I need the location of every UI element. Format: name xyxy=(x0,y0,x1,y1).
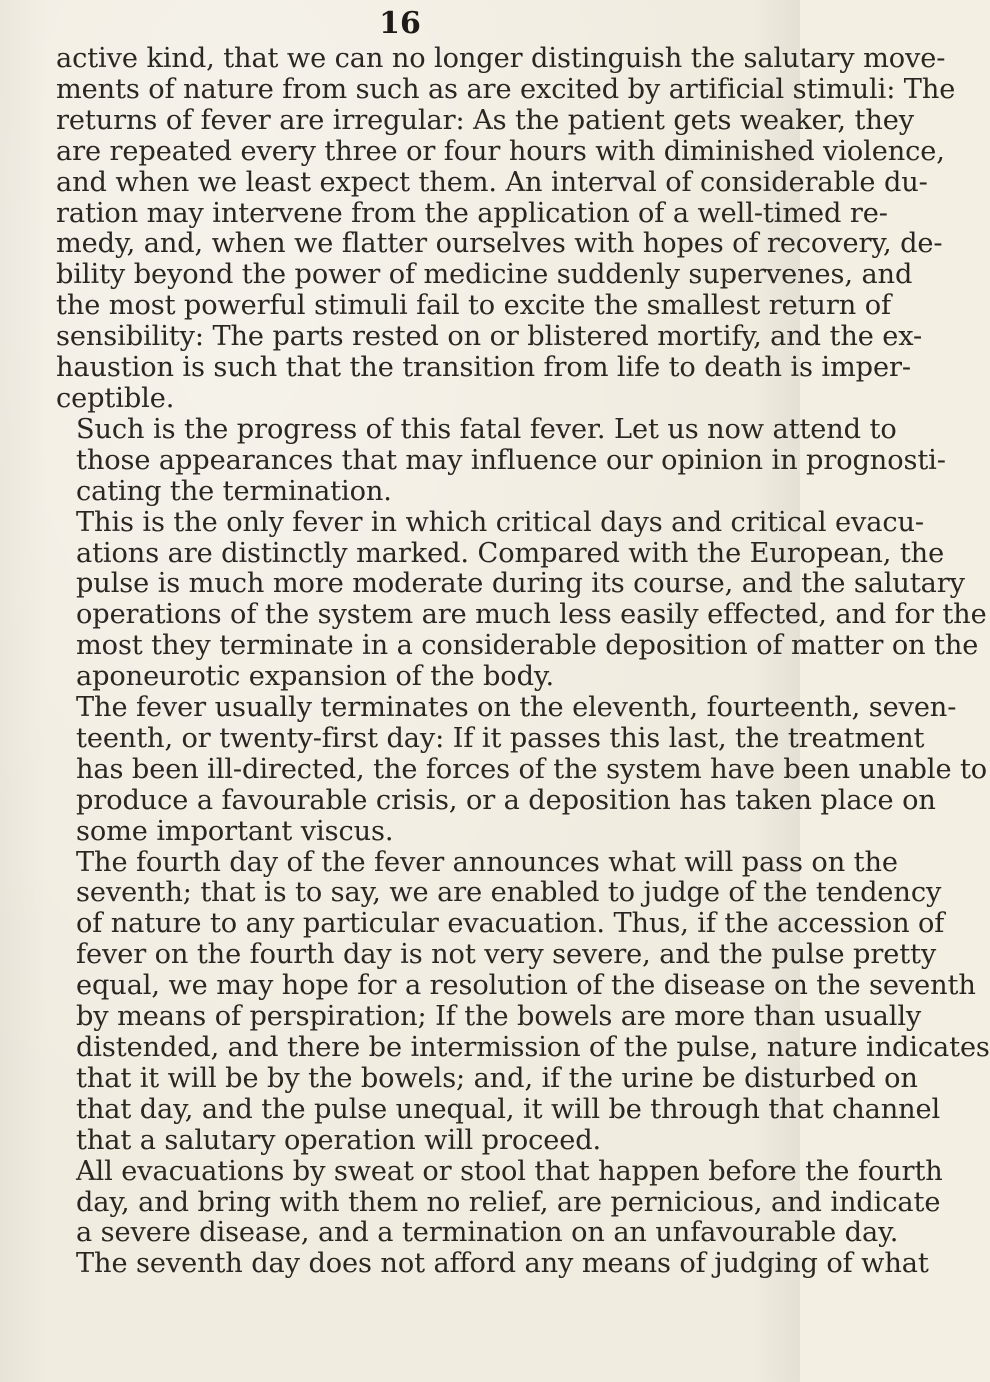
text-line: fever on the fourth day is not very severe, and the pulse pretty xyxy=(76,939,937,971)
text-line: ceptible. xyxy=(56,382,175,414)
text-body xyxy=(56,43,990,1280)
text-line: that day, and the pulse unequal, it will be through that channel xyxy=(76,1093,941,1125)
paragraph xyxy=(56,846,990,1157)
paragraph xyxy=(56,413,946,508)
text-line: of nature to any particular evacuation. Thus, if the accession of xyxy=(76,908,945,940)
text-line: ration may intervene from the application of a well-timed re- xyxy=(56,197,888,229)
page-number: 16 xyxy=(379,6,421,41)
text-line: has been ill-directed, the forces of the system have been unable to xyxy=(76,753,988,785)
text-line: returns of fever are irregular: As the patient gets weaker, they xyxy=(56,104,914,136)
text-line: that it will be by the bowels; and, if the urine be disturbed on xyxy=(76,1062,918,1094)
text-line: are repeated every three or four hours with diminished violence, xyxy=(56,135,945,167)
text-line: day, and bring with them no relief, are pernicious, and indicate xyxy=(76,1186,941,1218)
text-line: ations are distinctly marked. Compared with the European, the xyxy=(76,537,945,569)
text-line: medy, and, when we flatter ourselves with hopes of recovery, de- xyxy=(56,228,943,260)
text-line: the most powerful stimuli fail to excite the smallest return of xyxy=(56,290,891,322)
text-line: and when we least expect them. An interval of considerable du- xyxy=(56,166,928,198)
text-line: cating the termination. xyxy=(76,475,392,507)
text-line: distended, and there be intermission of the pulse, nature indicates xyxy=(76,1032,990,1063)
text-line: All evacuations by sweat or stool that happen before the fourth xyxy=(76,1155,943,1187)
text-line: a severe disease, and a termination on an unfavourable day. xyxy=(76,1217,899,1249)
text-line: by means of perspiration; If the bowels are more than usually xyxy=(76,1001,922,1033)
paragraph xyxy=(56,1155,943,1250)
text-line: The fourth day of the fever announces what will pass on the xyxy=(76,846,898,878)
text-line: teenth, or twenty-first day: If it passes this last, the treatment xyxy=(76,722,925,754)
text-line: bility beyond the power of medicine suddenly supervenes, and xyxy=(56,259,913,291)
paragraph xyxy=(56,1248,929,1280)
text-line: that a salutary operation will proceed. xyxy=(76,1124,602,1156)
text-line: sensibility: The parts rested on or blistered mortify, and the ex- xyxy=(56,321,923,353)
text-line: some important viscus. xyxy=(76,815,394,847)
text-line: active kind, that we can no longer distinguish the salutary move- xyxy=(56,43,946,74)
text-line: The fever usually terminates on the eleventh, fourteenth, seven- xyxy=(76,692,957,724)
text-line: ments of nature from such as are excited by artificial stimuli: The xyxy=(56,73,956,105)
paragraph xyxy=(56,506,987,693)
text-line: This is the only fever in which critical days and critical evacu- xyxy=(76,506,924,538)
text-line: those appearances that may influence our opinion in prognosti- xyxy=(76,444,946,476)
text-line: Such is the progress of this fatal fever. Let us now attend to xyxy=(76,413,897,445)
text-line: haustion is such that the transition from life to death is imper- xyxy=(56,352,911,384)
text-line: operations of the system are much less easily effected, and for the xyxy=(76,599,987,631)
paragraph xyxy=(56,692,988,848)
text-line: pulse is much more moderate during its course, and the salutary xyxy=(76,568,965,600)
text-line: seventh; that is to say, we are enabled to judge of the tendency xyxy=(76,877,942,909)
text-line: produce a favourable crisis, or a deposition has taken place on xyxy=(76,784,936,816)
text-line: aponeurotic expansion of the body. xyxy=(76,661,555,693)
text-line: The seventh day does not afford any means of judging of what xyxy=(76,1248,929,1280)
text-line: most they terminate in a considerable deposition of matter on the xyxy=(76,630,979,662)
text-line: equal, we may hope for a resolution of the disease on the seventh xyxy=(76,970,976,1002)
paragraph xyxy=(56,43,956,415)
